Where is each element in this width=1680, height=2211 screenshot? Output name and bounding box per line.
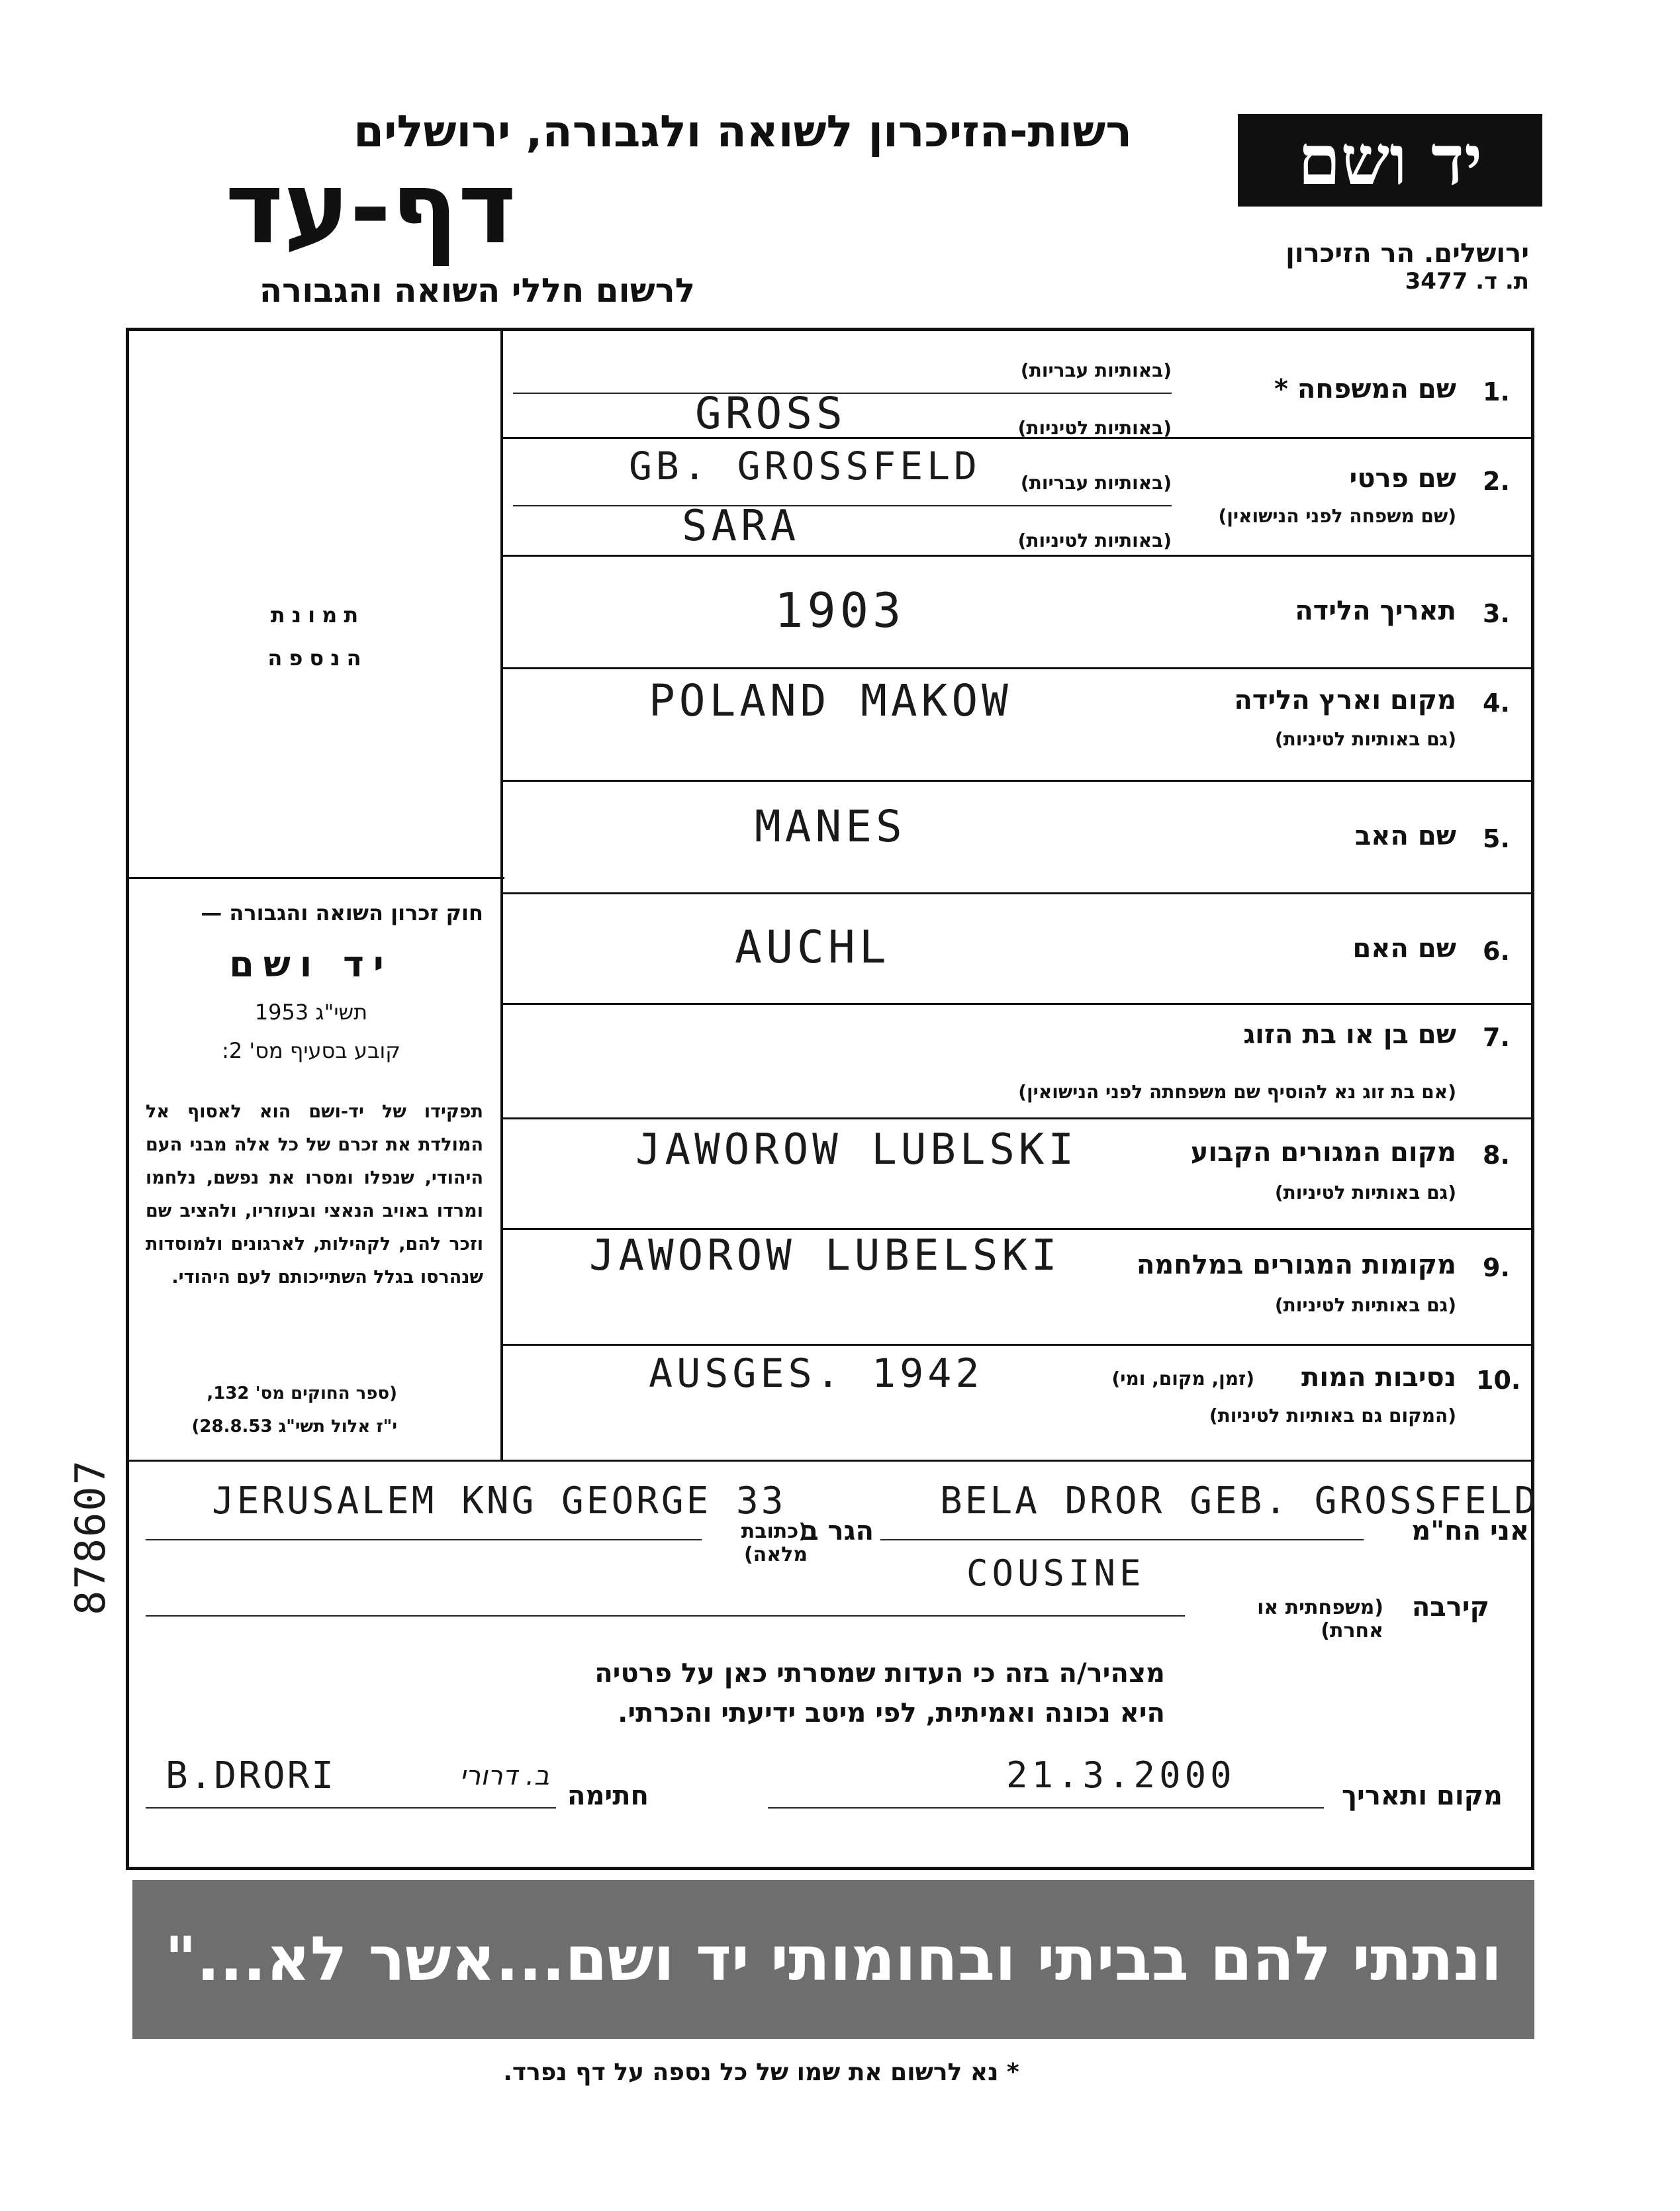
relation-value: COUSINE xyxy=(966,1552,1145,1594)
field-3-number: 3. xyxy=(1483,599,1510,628)
field-2-hint-latin: (באותיות לטיניות) xyxy=(1017,530,1172,551)
relation-label: קירבה xyxy=(1411,1592,1489,1623)
row-divider xyxy=(503,1003,1534,1005)
field-7-sublabel: (אם בת זוג נא להוסיף שם משפחתה לפני הנישואין) xyxy=(1018,1081,1456,1103)
field-1-hint-latin: (באותיות לטיניות) xyxy=(1017,417,1172,439)
field-5-value: MANES xyxy=(755,801,906,852)
field-6-number: 6. xyxy=(1483,937,1510,966)
place-date-label: מקום ותאריך xyxy=(1341,1781,1503,1811)
field-3-label: תאריך הלידה xyxy=(1295,596,1456,626)
address-value: JERUSALEM KNG GEORGE 33 xyxy=(212,1480,786,1523)
row-divider xyxy=(503,1344,1534,1346)
declaration-line-2: היא נכונה ואמיתית, לפי מיטב ידיעתי והכרתי. xyxy=(618,1698,1165,1728)
place-date-value: 21.3.2000 xyxy=(1006,1754,1236,1796)
field-1-label: שם המשפחה * xyxy=(1274,374,1456,404)
signature-value: B.DRORI xyxy=(165,1754,336,1797)
field-10-sublabel: (המקום גם באותיות לטיניות) xyxy=(1209,1405,1456,1427)
field-1-hint-hebrew: (באותיות עבריות) xyxy=(1020,359,1172,381)
declaration-line-1: מצהיר/ה בזה כי העדות שמסרתי כאן על פרטיה xyxy=(594,1658,1165,1689)
declarant-label: אני הח"מ xyxy=(1411,1516,1529,1546)
place-date-line xyxy=(768,1807,1324,1809)
field-2-number: 2. xyxy=(1483,467,1510,496)
left-column-divider xyxy=(126,877,504,879)
field-2-sublabel: (שם משפחה לפני הנישואין) xyxy=(1218,505,1456,527)
field-10-value: AUSGES. 1942 xyxy=(649,1350,984,1397)
row-divider xyxy=(503,667,1534,669)
row-divider xyxy=(503,1228,1534,1230)
field-1-number: 1. xyxy=(1483,377,1510,406)
signature-line xyxy=(146,1807,556,1809)
field-7-label: שם בן או בת הזוג xyxy=(1243,1019,1456,1050)
footnote: * נא לרשום את שמו של כל נספה על דף נפרד. xyxy=(503,2059,1019,2086)
law-year: תשי"ג 1953 xyxy=(254,1000,368,1025)
relation-hint: (משפחתית או אחרת) xyxy=(1257,1596,1383,1642)
row-divider xyxy=(503,892,1534,894)
field-2-label: שם פרטי xyxy=(1349,463,1456,494)
field-1-value: GROSS xyxy=(695,388,847,439)
field-4-label: מקום וארץ הלידה xyxy=(1234,685,1456,716)
signature-hebrew: ב. דרורי xyxy=(459,1761,549,1791)
field-6-label: שם האם xyxy=(1352,933,1456,964)
logo-address: ירושלים. הר הזיכרון xyxy=(1285,238,1529,269)
field-2-maiden-value: GB. GROSSFELD xyxy=(629,444,981,489)
banner-verse: "...ונתתי להם בביתי ובחומותי יד ושם...אשר לא יכרת" xyxy=(165,1924,1502,2153)
authority-heading: רשות-הזיכרון לשואה ולגבורה, ירושלים xyxy=(353,106,1132,157)
field-10-label-hint: (זמן, מקום, ומי) xyxy=(1111,1368,1254,1389)
law-name: יד ושם xyxy=(229,943,393,985)
row-divider xyxy=(503,1117,1534,1119)
field-7-number: 7. xyxy=(1483,1023,1510,1052)
relation-line xyxy=(146,1615,1185,1617)
field-2-hint-hebrew: (באותיות עבריות) xyxy=(1020,472,1172,494)
row-divider xyxy=(503,780,1534,782)
field-9-sublabel: (גם באותיות לטיניות) xyxy=(1274,1294,1456,1316)
signature-label: חתימה xyxy=(567,1781,649,1811)
address-line xyxy=(146,1539,702,1540)
field-6-value: AUCHL xyxy=(735,921,890,974)
row-divider xyxy=(503,555,1534,557)
address-hint: (כתובת מלאה) xyxy=(741,1520,808,1566)
page-title: דף-עד xyxy=(225,151,516,266)
field-4-sublabel: (גם באותיות לטיניות) xyxy=(1274,728,1456,750)
field-9-value: JAWOROW LUBELSKI xyxy=(589,1231,1061,1280)
field-rule xyxy=(513,505,1172,506)
yad-vashem-logo: יד ושם xyxy=(1238,114,1542,207)
field-5-number: 5. xyxy=(1483,824,1510,853)
declarant-name-value: BELA DROR GEB. GROSSFELD xyxy=(940,1480,1540,1523)
field-9-label: מקומות המגורים במלחמה xyxy=(1136,1250,1456,1280)
law-title: חוק זכרון השואה והגבורה — xyxy=(201,900,483,925)
law-reference-1: (ספר החוקים מס' 132, xyxy=(207,1384,397,1403)
field-2-value: SARA xyxy=(682,502,800,551)
section-divider xyxy=(126,1460,1534,1462)
field-4-value: POLAND MAKOW xyxy=(649,675,1012,726)
page-subtitle: לרשום חללי השואה והגבורה xyxy=(259,271,695,310)
field-5-label: שם האב xyxy=(1354,821,1456,851)
field-8-sublabel: (גם באותיות לטיניות) xyxy=(1274,1182,1456,1203)
photo-label-line-1: תמונת xyxy=(270,602,365,628)
declarant-name-line xyxy=(880,1539,1364,1540)
photo-label-line-2: הנספה xyxy=(267,645,368,671)
law-reference-2: י"ז אלול תשי"ג 28.8.53) xyxy=(191,1417,397,1436)
field-8-value: JAWOROW LUBLSKI xyxy=(635,1125,1078,1174)
logo-pobox: ת. ד. 3477 xyxy=(1405,268,1529,295)
banner-source: ישעיהו נו, ה xyxy=(686,2118,813,2145)
law-clause: קובע בסעיף מס' 2: xyxy=(222,1038,400,1063)
law-text: תפקידו של יד-ושם הוא לאסוף אל המולדת את זכרם של כל אלה מבני העם היהודי, שנפלו ומסרו את נפשם, נלחמו ומרדו באויב הנאצי ובעוזריו, ולהציב שם וזכר להם, לקהילות, לארגונים ולמוסדות שנהרסו בגלל השתייכותם לעם היהודי. xyxy=(146,1102,483,1288)
side-number xyxy=(60,1456,132,1615)
side-number-text: 878607 xyxy=(66,1459,115,1615)
field-9-number: 9. xyxy=(1483,1253,1510,1282)
field-10-number: 10. xyxy=(1476,1366,1521,1395)
resides-label: הגר ב xyxy=(802,1516,874,1546)
field-8-number: 8. xyxy=(1483,1141,1510,1170)
field-4-number: 4. xyxy=(1483,688,1510,718)
field-8-label: מקום המגורים הקבוע xyxy=(1190,1137,1456,1168)
field-3-value: 1903 xyxy=(774,583,906,638)
field-10-label: נסיבות המות xyxy=(1301,1362,1456,1393)
